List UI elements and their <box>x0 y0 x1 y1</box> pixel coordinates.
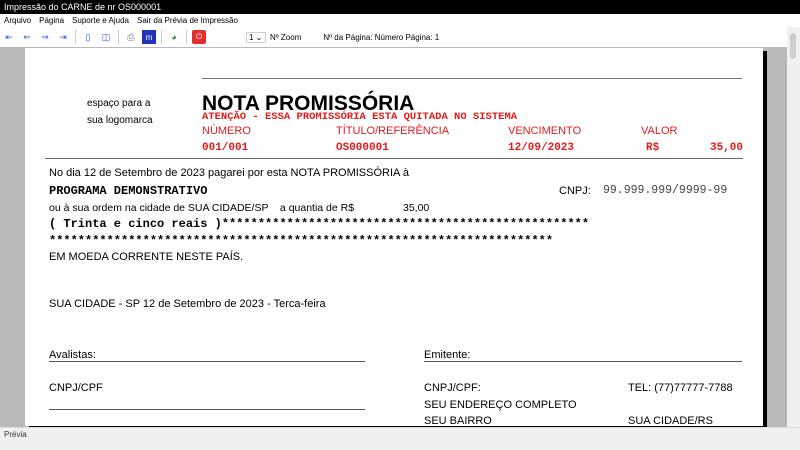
emitente-city: SUA CIDADE/RS <box>628 415 713 427</box>
separator <box>75 30 76 44</box>
payee-name: PROGRAMA DEMONSTRATIVO <box>49 184 208 198</box>
menu-sair[interactable]: Sair da Prévia de Impressão <box>136 16 238 25</box>
value-valor: 35,00 <box>709 142 743 154</box>
amount-in-words: ( Trinta e cinco reais )*************************************************** <box>49 217 590 231</box>
currency-statement: EM MOEDA CORRENTE NESTE PAÍS. <box>49 251 244 263</box>
last-page-icon[interactable]: ⇥ <box>59 31 67 42</box>
document-page <box>25 48 763 426</box>
amount-statement: ou à sua ordem na cidade de SUA CIDADE/SP a quantia de R$ <box>49 202 355 214</box>
first-page-icon[interactable]: ⇤ <box>5 31 13 42</box>
emitente-address: SEU ENDEREÇO COMPLETO <box>424 399 577 411</box>
export-icon[interactable]: ◕ <box>171 32 177 42</box>
separator <box>161 30 162 44</box>
value-currency: R$ <box>646 142 660 154</box>
emitente-cnpj-label: CNPJ/CPF: <box>424 382 481 394</box>
single-page-icon[interactable]: ▯ <box>85 31 91 42</box>
page-select-value: 1 <box>249 32 254 42</box>
menu-arquivo[interactable]: Arquivo <box>4 16 32 25</box>
vertical-scrollbar[interactable] <box>787 27 800 427</box>
vertical-scrollbar-thumb[interactable] <box>790 33 796 59</box>
menu-suporte[interactable]: Suporte e Ajuda <box>72 16 129 25</box>
toolbar <box>0 27 800 47</box>
separator <box>186 30 187 44</box>
avalista-cnpj-label: CNPJ/CPF <box>49 382 103 394</box>
filler-stars: ********************************************************************** <box>49 234 554 248</box>
zoom-label: Nº Zoom <box>270 32 302 42</box>
close-preview-icon[interactable]: ⏻ <box>192 30 206 44</box>
paid-warning: ATENÇÃO - ESSA PROMISSÓRIA ESTA QUITADA NO SISTEMA <box>202 111 518 123</box>
next-page-icon[interactable]: ⇒ <box>41 31 49 42</box>
menu-pagina[interactable]: Página <box>39 16 65 25</box>
prev-page-icon[interactable]: ⇐ <box>23 31 31 42</box>
status-bar: Prévia <box>0 427 800 440</box>
emitente-district: SEU BAIRRO <box>424 415 492 427</box>
menu-bar <box>0 14 800 27</box>
logo-placeholder: sua logomarca <box>87 115 153 126</box>
value-vencimento: 12/09/2023 <box>508 142 575 154</box>
print-preview-area <box>0 47 787 427</box>
header-titulo: TÍTULO/REFERÊNCIA <box>336 125 450 137</box>
page-info: Nº da Página: Número Página: 1 <box>323 32 440 42</box>
separator <box>118 30 119 44</box>
page-select[interactable]: 1 ⌄ <box>246 32 266 43</box>
place-and-date: SUA CIDADE - SP 12 de Setembro de 2023 - Terca-feira <box>49 298 326 310</box>
header-numero: NÚMERO <box>202 125 251 137</box>
document-title: NOTA PROMISSÓRIA <box>202 92 415 115</box>
value-titulo: OS000001 <box>336 142 389 154</box>
print-icon[interactable]: ⎙ <box>127 31 135 42</box>
amount-value: 35,00 <box>403 202 430 214</box>
two-pages-icon[interactable]: ◫ <box>101 31 111 42</box>
avalistas-label: Avalistas: <box>49 349 96 361</box>
emitente-phone: TEL: (77)77777-7788 <box>628 382 733 394</box>
payment-statement: No dia 12 de Setembro de 2023 pagarei por esta NOTA PROMISSÓRIA à <box>49 167 409 179</box>
horizontal-scrollbar[interactable] <box>0 440 800 450</box>
window-title: Impressão do CARNE de nr OS000001 <box>0 0 800 14</box>
logo-placeholder: espaço para a <box>87 98 151 109</box>
cnpj-label: CNPJ: <box>559 185 591 197</box>
emitente-label: Emitente: <box>424 349 471 361</box>
print-setup-icon[interactable]: m <box>142 30 156 44</box>
value-numero: 001/001 <box>202 142 249 154</box>
header-vencimento: VENCIMENTO <box>508 125 582 137</box>
header-valor: VALOR <box>641 125 678 137</box>
cnpj-value: 99.999.999/9999-99 <box>603 184 728 197</box>
